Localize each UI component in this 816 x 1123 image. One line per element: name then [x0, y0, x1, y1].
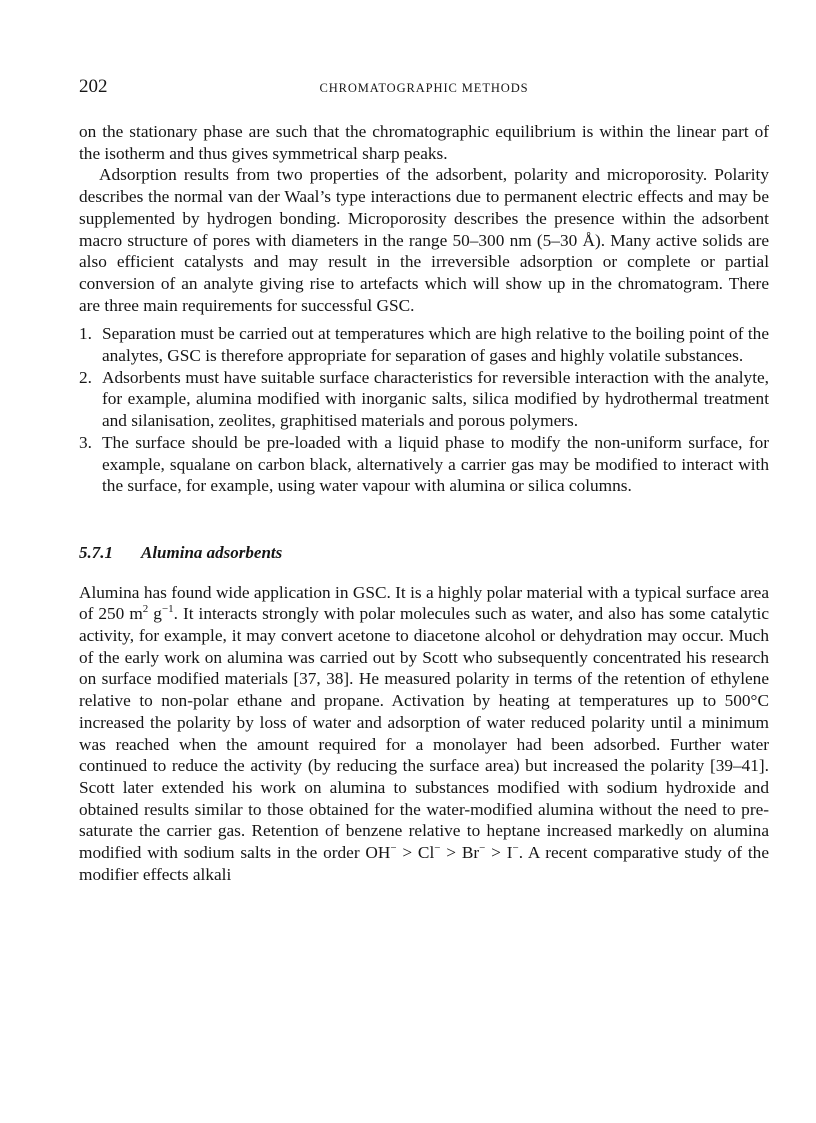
- superscript: 2: [142, 603, 149, 616]
- paragraph-adsorption: Adsorption results from two properties of the adsorbent, polarity and microporosity. Polarity describes the normal van der Waal’s type interactions due to permanent electric effects and may be supplemented by hydrogen bonding. Microporosity describes the presence within the adsorbent macro structure of pores with diameters in the range 50–300 nm (5–30 Å). Many active solids are also efficient catalysts and may result in the irreversible adsorption or complete or partial conversion of an analyte giving rise to artefacts which will show up in the chromatogram. There are three main requirements for successful GSC.: [79, 165, 769, 315]
- page-header: [79, 76, 769, 100]
- paragraph-alumina: [79, 582, 769, 886]
- list-item: [79, 432, 769, 497]
- superscript: −: [434, 842, 441, 855]
- superscript: −: [479, 842, 486, 855]
- alumina-text-middle: . It interacts strongly with polar molecules such as water, and also has some catalytic activity, for example, it may convert acetone to diacetone alcohol or dehydration may occur. Much of the early work on alumina was carried out by Scott who subsequently concentrated his research on surface modified materials [37, 38]. He measured polarity in terms of the retention of ethylene relative to non-polar ethane and propane. Activation by heating at temperatures up to 500°C increased the polarity by loss of water and adsorption of water reduced polarity until a minimum was reached when the amount required for a monolayer had been adsorbed. Further water continued to reduce the activity (by reducing the surface area) but increased the polarity [39–41]. Scott later extended his work on alumina to substances modified with sodium hydroxide and obtained results similar to those obtained for the water-modified alumina without the need to pre-saturate the carrier gas. Retention of benzene relative to heptane increased markedly on alumina modified with sodium salts in the order OH: [79, 604, 769, 863]
- list-item-number: 1.: [79, 324, 92, 344]
- list-item-text: Separation must be carried out at temperatures which are high relative to the boiling point of the analytes, GSC is therefore appropriate for separation of gases and highly volatile substances.: [102, 324, 769, 366]
- requirements-list: [79, 323, 769, 497]
- list-item: [79, 367, 769, 432]
- list-item-text: Adsorbents must have suitable surface characteristics for reversible interaction with the analyte, for example, alumina modified with inorganic salts, silica modified by hydrothermal treatment and silanisation, zeolites, graphitised materials and porous polymers.: [102, 367, 769, 431]
- body-text: [79, 121, 769, 886]
- list-item-number: 3.: [79, 432, 92, 452]
- alumina-text-end: . A recent comparative study of the modifier effects alkali: [79, 843, 769, 884]
- section-title: Alumina adsorbents: [141, 542, 283, 562]
- superscript: −: [512, 842, 519, 855]
- ion-text: > I: [485, 843, 513, 863]
- list-item-text: The surface should be pre-loaded with a liquid phase to modify the non-uniform surface, for example, squalane on carbon black, alternatively a carrier gas may be modified to interact with the surface, for example, using water vapour with alumina or silica columns.: [102, 432, 769, 496]
- ion-text: > Br: [440, 843, 480, 863]
- ion-text: > Cl: [396, 843, 435, 863]
- superscript: −: [390, 842, 397, 855]
- superscript: −1: [161, 603, 174, 616]
- running-title: CHROMATOGRAPHIC METHODS: [319, 81, 529, 95]
- section-number: 5.7.1: [79, 542, 113, 562]
- page-number: 202: [79, 76, 108, 97]
- alumina-text-start: Alumina has found wide application in GSC. It is a highly polar material with a typical surface area of 250 m: [79, 582, 769, 624]
- list-item: [79, 323, 769, 366]
- paragraph-continuation: on the stationary phase are such that the chromatographic equilibrium is within the linear part of the isotherm and thus gives symmetrical sharp peaks.: [79, 122, 769, 163]
- list-item-number: 2.: [79, 367, 92, 387]
- section-heading: [79, 542, 769, 564]
- unit-text: g: [148, 604, 162, 624]
